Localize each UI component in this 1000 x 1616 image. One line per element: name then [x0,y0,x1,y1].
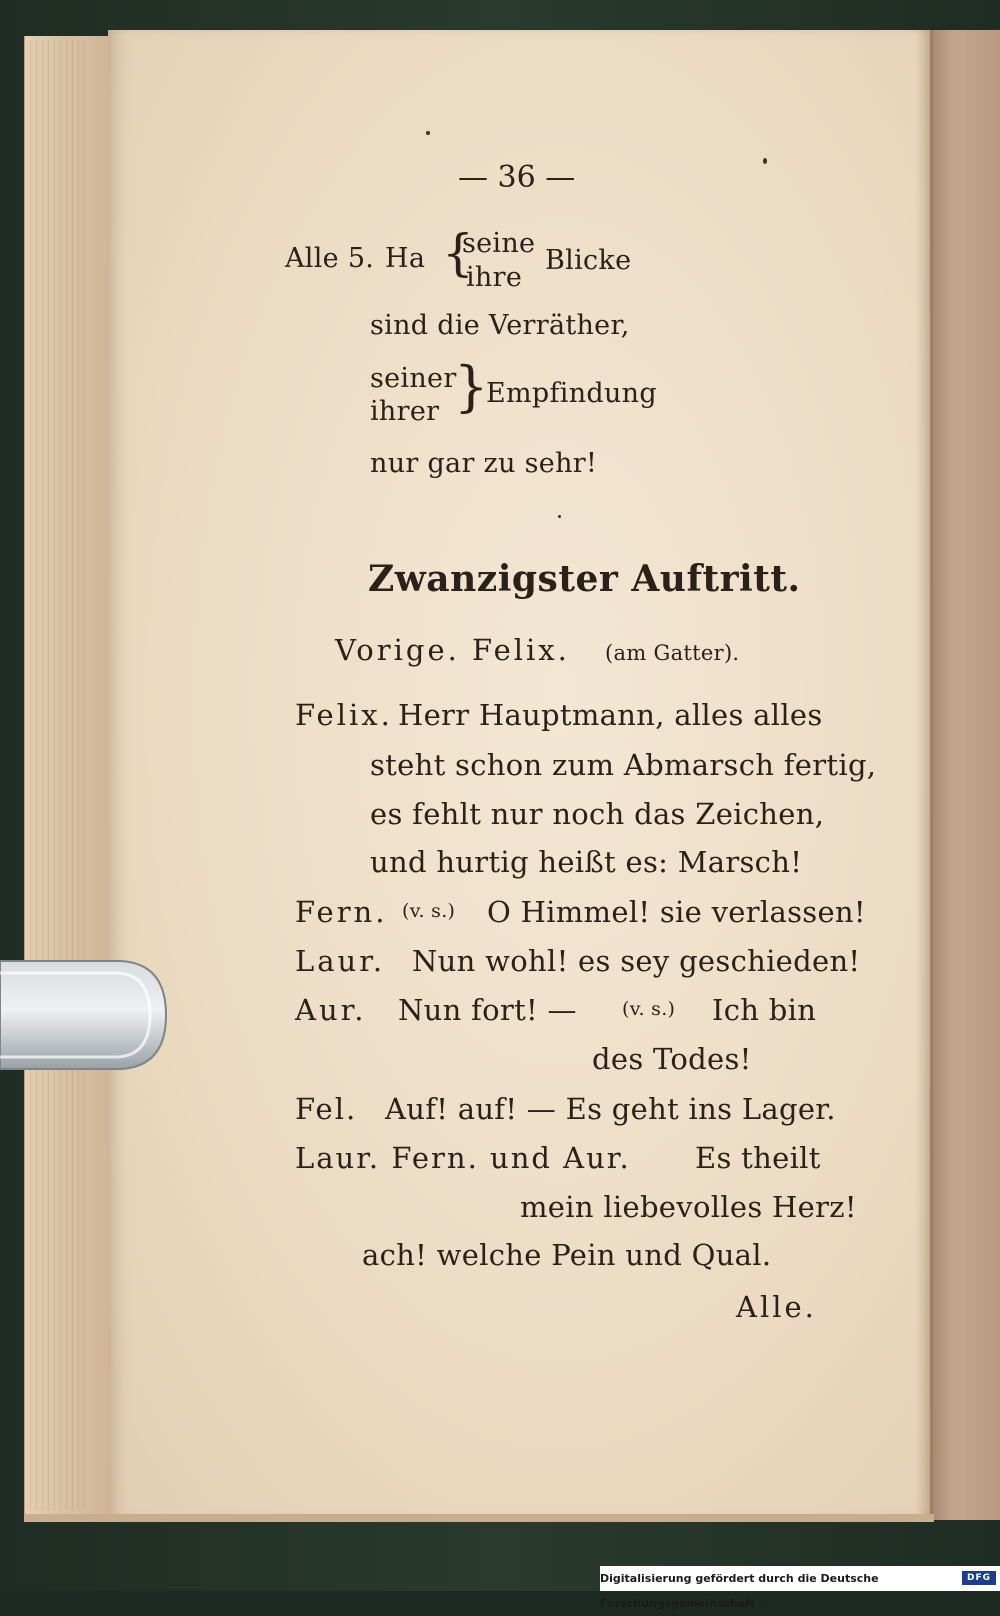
speaker-felix: Felix. [295,698,393,732]
word-empfindung: Empfindung [486,378,657,409]
dialogue-line: Herr Hauptmann, alles alles [398,698,823,732]
dialogue-line: Auf! auf! — Es geht ins Lager. [385,1092,836,1126]
dialogue-line: O Himmel! sie verlassen! [487,895,866,929]
speaker-laur: Laur. [295,944,386,978]
dialogue-line: ach! welche Pein und Qual. [362,1238,772,1272]
dialogue-line: Nun wohl! es sey geschieden! [412,944,861,978]
speaker-fel: Fel. [295,1092,358,1126]
dialogue-line: und hurtig heißt es: Marsch! [370,845,803,879]
dialogue-line: mein liebevolles Herz! [520,1190,857,1224]
scene-heading: Zwanzigster Auftritt. [368,558,801,600]
dfg-logo: DFG [962,1571,996,1585]
dialogue-line: es fehlt nur noch das Zeichen, [370,797,825,831]
dialogue-line: Nun fort! — [398,993,577,1027]
stage-direction: (am Gatter). [605,641,740,665]
stage-direction: (v. s.) [402,900,456,922]
catchword: Alle. [736,1290,817,1324]
gutter-shadow [915,30,933,1518]
ink-speck [763,158,767,164]
page-stack-lines [30,40,90,1510]
speaker-aur: Aur. [295,993,367,1027]
page-clip [0,955,168,1075]
word-seiner: seiner [370,363,457,394]
speaker-fern: Fern. [295,895,388,929]
page-number: — 36 — [458,160,576,195]
word-ihre: ihre [466,262,523,293]
verse-line: sind die Verräther, [370,310,630,341]
verse-line: nur gar zu sehr! [370,448,598,479]
dialogue-line: steht schon zum Abmarsch fertig, [370,748,877,782]
facing-page-edge [930,30,1000,1520]
speaker-alle5: Alle 5. [285,243,375,274]
characters-present: Vorige. Felix. [335,633,570,667]
curly-bracket-right: } [454,355,489,418]
dialogue-line: des Todes! [592,1042,752,1076]
footer-credit: Digitalisierung gefördert durch die Deutsche Forschungsgemeinschaft - [600,1572,879,1610]
speakers-trio: Laur. Fern. und Aur. [295,1141,631,1175]
word-ha: Ha [385,243,426,274]
ink-speck [558,515,561,518]
ink-speck [426,131,430,135]
stage-direction: (v. s.) [622,998,676,1020]
curly-bracket-left: { [442,224,474,282]
digitization-footer [600,1566,1000,1610]
dialogue-line: Ich bin [712,993,817,1027]
page-bottom-edge [24,1514,934,1522]
word-seine: seine [462,228,536,259]
word-ihrer: ihrer [370,396,440,427]
dialogue-line: Es theilt [695,1141,821,1175]
word-blicke: Blicke [545,245,632,276]
